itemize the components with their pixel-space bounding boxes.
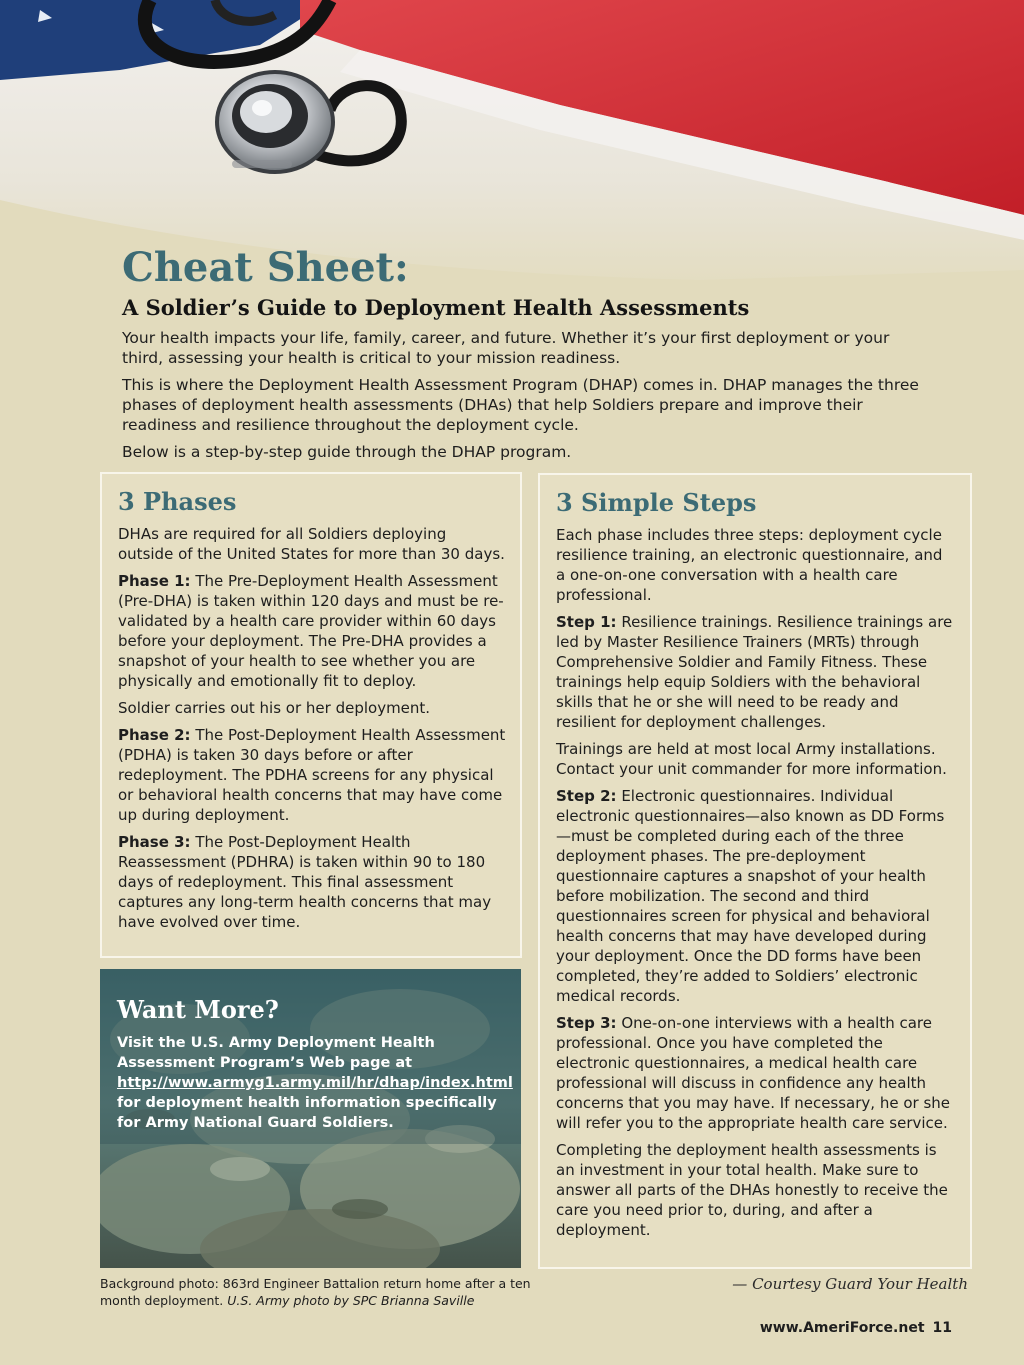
dhap-link[interactable]: http://www.armyg1.army.mil/hr/dhap/index.html — [117, 1075, 513, 1091]
step-1-extra: Trainings are held at most local Army installations. Contact your unit commander for more information. — [556, 740, 947, 778]
phase-1-label: Phase 1: — [118, 572, 191, 590]
steps-closing: Completing the deployment health assessments is an investment in your total health. Make sure to answer all parts of the DHAs honestly to receive the care you need prior to, during, and after a deployment. — [556, 1141, 948, 1239]
want-more-text-after: for deployment health information specifically for Army National Guard Soldiers. — [117, 1095, 497, 1131]
intro-paragraph-3: Below is a step-by-step guide through the DHAP program. — [122, 443, 572, 461]
steps-lead: Each phase includes three steps: deployment cycle resilience training, an electronic questionnaire, and a one-on-one conversation with a health care professional. — [556, 526, 943, 604]
intro-paragraph-1: Your health impacts your life, family, career, and future. Whether it’s your first deployment or your third, assessing your health is critical to your mission readiness. — [122, 329, 890, 367]
page-footer — [760, 1320, 952, 1336]
step-2-text: Electronic questionnaires. Individual electronic questionnaires—also known as DD Forms—must be completed during each of the three deployment phases. The pre-deployment questionnaire captures a snapshot of your health before mobilization. The second and third questionnaires screen for physical and behavioral health concerns that may have developed during your deployment. Once the DD forms have been completed, they’re added to Soldiers’ electronic medical records. — [556, 787, 945, 1005]
step-2-paragraph — [556, 786, 956, 1006]
phases-box — [100, 472, 522, 958]
step-3-paragraph — [556, 1013, 956, 1133]
phases-between: Soldier carries out his or her deployment. — [118, 699, 431, 717]
page-subtitle: A Soldier’s Guide to Deployment Health Assessments — [122, 295, 750, 320]
phase-3-label: Phase 3: — [118, 833, 191, 851]
phase-2-text: The Post-Deployment Health Assessment (PDHA) is taken 30 days before or after redeployment. The PDHA screens for any physical or behavioral health concerns that may have come up during deployment. — [118, 726, 506, 824]
want-more-text-before: Visit the U.S. Army Deployment Health Assessment Program’s Web page at — [117, 1035, 435, 1071]
phase-2-label: Phase 2: — [118, 726, 191, 744]
footer-site: www.AmeriForce.net — [759, 1320, 925, 1336]
phase-1-paragraph — [118, 571, 506, 691]
courtesy-credit: — Courtesy Guard Your Health — [732, 1275, 968, 1293]
step-1-paragraph — [556, 612, 956, 732]
page-title: Cheat Sheet: — [122, 244, 409, 291]
phase-3-text: The Post-Deployment Health Reassessment (PDHRA) is taken within 90 to 180 days of redeployment. This final assessment captures any long-term health concerns that may have evolved over time. — [118, 833, 492, 931]
step-1-label: Step 1: — [556, 613, 617, 631]
step-1-text: Resilience trainings. Resilience trainings are led by Master Resilience Trainers (MRTs) through Comprehensive Soldier and Family Fitness. These trainings help equip Soldiers with the behavioral skills that he or she will need to be ready and resilient for deployment challenges. — [556, 613, 953, 731]
phase-1-text: The Pre-Deployment Health Assessment (Pre-DHA) is taken within 120 days and must be re-validated by a health care provider within 60 days before your deployment. The Pre-DHA provides a snapshot of your health to see whether you are physically and emotionally fit to deploy. — [118, 572, 504, 690]
intro-section — [122, 246, 922, 469]
step-3-text: One-on-one interviews with a health care professional. Once you have completed the electronic questionnaires, a medical health care professional will discuss in confidence any health concerns that you may have. If necessary, he or she will refer you to the appropriate health care service. — [556, 1014, 950, 1132]
step-2-label: Step 2: — [556, 787, 617, 805]
phase-3-paragraph — [118, 832, 506, 932]
intro-paragraph-2: This is where the Deployment Health Assessment Program (DHAP) comes in. DHAP manages the three phases of deployment health assessments (DHAs) that help Soldiers prepare and improve their readiness and resilience throughout the deployment cycle. — [122, 376, 919, 434]
want-more-panel — [100, 969, 521, 1268]
page-number: 11 — [932, 1320, 952, 1336]
caption-text: Background photo: 863rd Engineer Battalion return home after a ten month deployment. — [100, 1276, 531, 1308]
steps-box — [538, 473, 972, 1269]
photo-caption — [100, 1275, 540, 1309]
caption-credit: U.S. Army photo by SPC Brianna Saville — [227, 1293, 475, 1308]
want-more-text — [117, 995, 517, 1133]
want-more-heading: Want More? — [117, 995, 279, 1024]
step-3-label: Step 3: — [556, 1014, 617, 1032]
phase-2-paragraph — [118, 725, 506, 825]
steps-heading: 3 Simple Steps — [556, 488, 757, 517]
want-more-paragraph — [117, 1033, 517, 1133]
phases-lead: DHAs are required for all Soldiers deploying outside of the United States for more than 30 days. — [118, 525, 505, 563]
phases-heading: 3 Phases — [118, 487, 237, 516]
